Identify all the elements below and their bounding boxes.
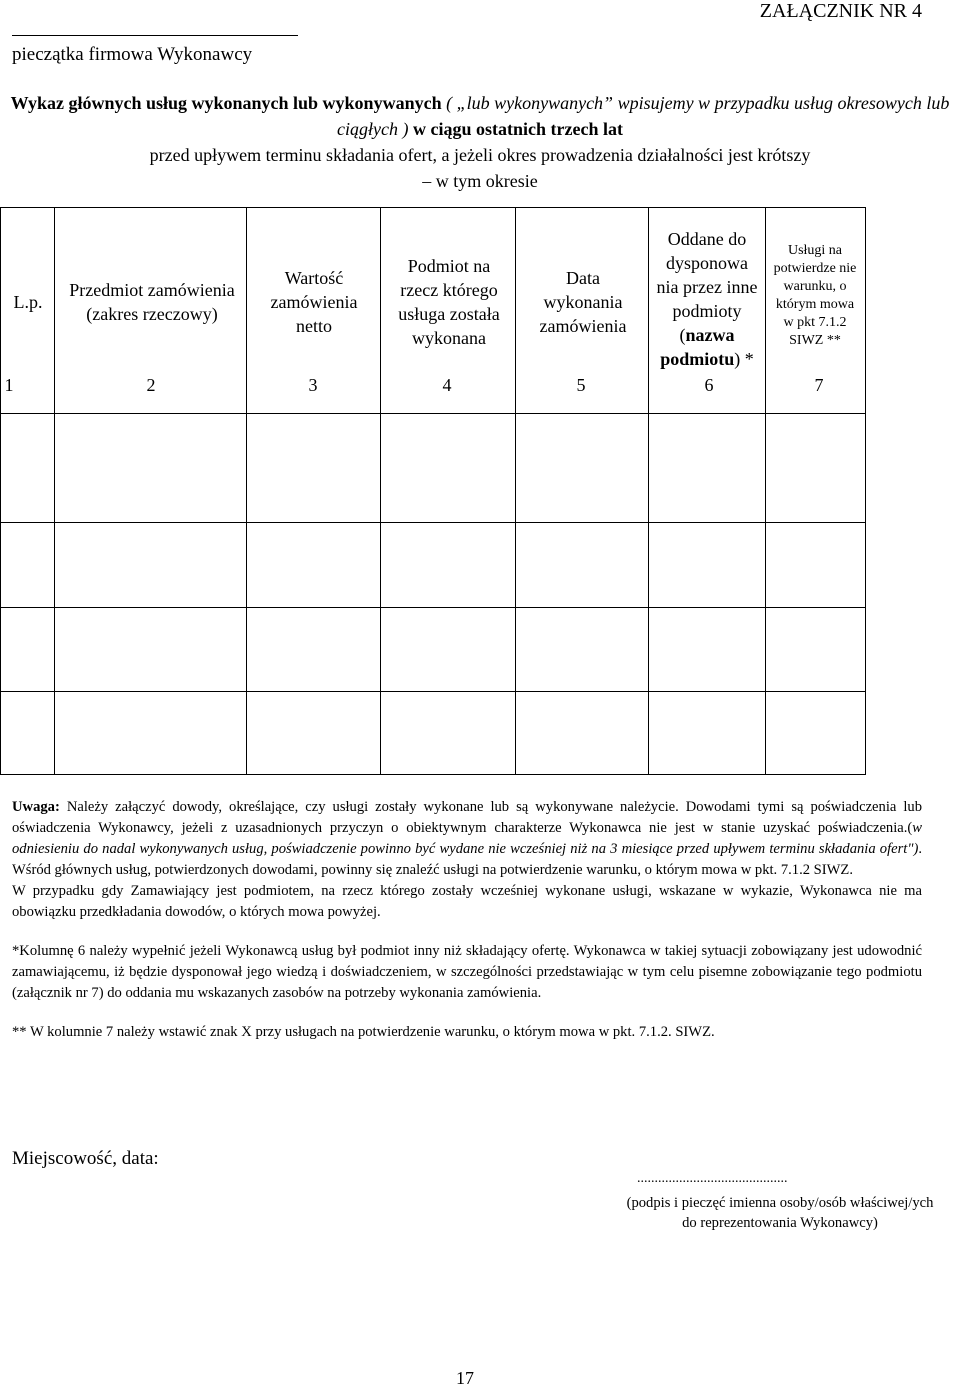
header-subject: Przedmiot zamówienia (zakres rzeczowy) xyxy=(69,280,235,324)
header-other-entities-post: ) * xyxy=(734,349,754,369)
title-line-3: przed upływem terminu składania ofert, a jeżeli okres prowadzenia działalności jest krótszy xyxy=(149,145,811,165)
col-number-3: 3 xyxy=(308,375,318,395)
note-text-a: Należy załączyć dowody, określające, czy usługi zostały wykonane lub są wykonywane należycie. Dowodami tymi są poświadczenia lub oświadczenia Wykonawcy, jeżeli z uzasadnionych przyczyn o obiektywnym charakterze Wykonawca nie jest w stanie uzyskać poświadczenia.( xyxy=(12,799,922,836)
signature-caption xyxy=(600,1193,960,1233)
note-paragraph-4: ** W kolumnie 7 należy wstawić znak X przy usługach na potwierdzenie warunku, o którym mowa w pkt. 7.1.2. SIWZ. xyxy=(12,1024,715,1040)
col-number-5: 5 xyxy=(576,375,586,395)
col-number-4: 4 xyxy=(442,375,452,395)
signature-caption-line-2: do reprezentowania Wykonawcy) xyxy=(682,1215,878,1231)
header-other-entities xyxy=(656,207,758,391)
signature-caption-line-1: (podpis i pieczęć imienna osoby/osób właściwej/ych xyxy=(626,1195,934,1211)
signature-line: ........................................... xyxy=(637,1171,788,1186)
header-client: Podmiot na rzecz którego usługa została wykonana xyxy=(398,256,500,348)
note-paragraph-2: W przypadku gdy Zamawiający jest podmiotem, na rzecz którego zostały wcześniej wykonane usługi, wskazane w wykazie, Wykonawca nie ma obowiązku przedkładania dowodów, o których mowa powyżej. xyxy=(12,883,922,920)
col-number-1: 1 xyxy=(4,375,14,395)
note-paragraph-3: *Kolumnę 6 należy wypełnić jeżeli Wykonawcą usług był podmiot inny niż składający ofertę. Wykonawca w takiej sytuacji zobowiązany jest udowodnić zamawiającemu, iż będzie dysponował jego wiedzą i doświadczeniem, w szczególności przedstawiając w tym celu pisemne zobowiązanie tego podmiotu (załącznik nr 7) do oddania mu wskazanych zasobów na potrzeby wykonania zamówienia. xyxy=(12,943,922,1001)
title-bold-1: Wykaz głównych usług wykonanych lub wykonywanych xyxy=(10,93,442,113)
header-confirmation: Usługi na potwierdze nie warunku, o którym mowa w pkt 7.1.2 SIWZ ** xyxy=(773,243,857,348)
attachment-label: ZAŁĄCZNIK NR 4 xyxy=(759,0,922,22)
page-number: 17 xyxy=(456,1368,474,1388)
col-number-7: 7 xyxy=(814,375,824,395)
col-number-2: 2 xyxy=(146,375,156,395)
title-line-4: – w tym okresie xyxy=(422,171,538,191)
header-date: Data wykonania zamówienia xyxy=(539,268,627,336)
col-number-6: 6 xyxy=(704,375,714,395)
header-value: Wartość zamówienia netto xyxy=(270,268,358,336)
header-lp: L.p. xyxy=(13,292,43,312)
note-label: Uwaga: xyxy=(12,799,60,815)
note-text-italic: w odniesieniu do nadal wykonywanych usług, poświadczenie powinno być wydane nie wcześniej niż na 3 miesiące przed upływem terminu składania ofert") xyxy=(12,820,922,857)
services-table xyxy=(0,207,866,775)
title-italic: ( „lub wykonywanych” wpisujemy w przypadku usług okresowych lub ciągłych ) xyxy=(337,93,950,139)
header-other-entities-pre: Oddane do dysponowa nia przez inne podmioty ( xyxy=(656,229,758,345)
stamp-line xyxy=(12,35,298,36)
note-text-b: . Wśród głównych usług, potwierdzonych dowodami, powinny się znaleźć usługi na potwierdzenie warunku, o którym mowa w pkt. 7.1.2 SIWZ. xyxy=(12,841,922,878)
header-other-entities-bold: nazwa podmiotu xyxy=(660,325,735,369)
place-date-label: Miejscowość, data: xyxy=(12,1148,159,1169)
document-title xyxy=(0,90,960,194)
stamp-caption: pieczątka firmowa Wykonawcy xyxy=(12,44,253,65)
notes xyxy=(12,797,922,1043)
title-bold-2: w ciągu ostatnich trzech lat xyxy=(413,119,623,139)
note-paragraph-1 xyxy=(12,797,922,881)
